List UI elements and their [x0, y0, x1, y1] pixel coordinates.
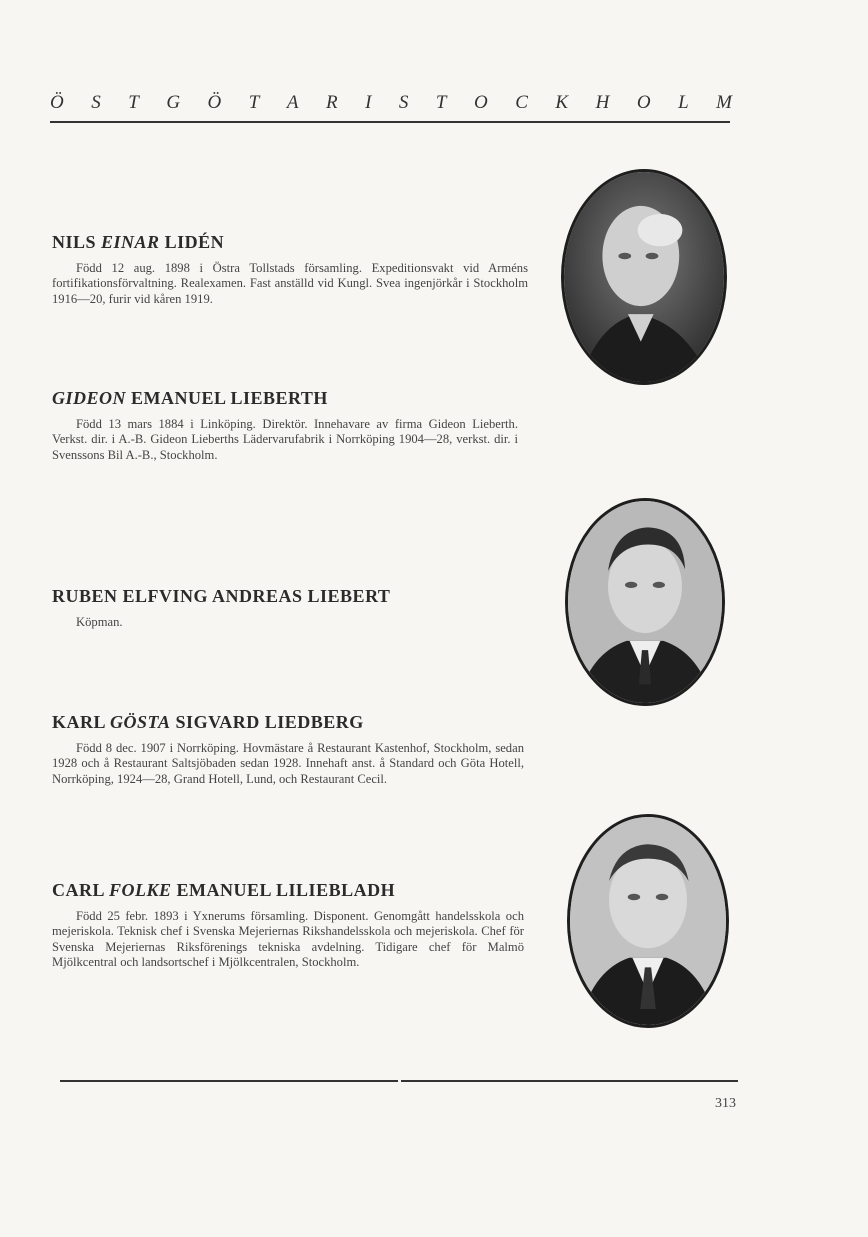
portrait-photo: [567, 814, 729, 1028]
running-head: [50, 92, 732, 114]
running-head-letter: C: [515, 92, 528, 113]
running-head-letter: R: [325, 92, 338, 113]
running-head-letter: O: [473, 92, 488, 113]
footer-rule: [60, 1080, 398, 1082]
running-head-letter: Ö: [207, 92, 222, 113]
entry-name: KARL GÖSTA SIGVARD LIEDBERG: [52, 712, 364, 732]
entry-folke-liliebladh: [52, 880, 524, 971]
running-head-letter: I: [365, 92, 372, 113]
running-head-letter: T: [248, 92, 260, 113]
running-head-letter: M: [716, 92, 732, 113]
entry-ruben-liebert: [52, 586, 518, 630]
page-number: 313: [715, 1096, 736, 1111]
entry-einar-liden: [52, 232, 528, 307]
entry-gosta-liedberg: [52, 712, 524, 787]
portrait-photo: [561, 169, 727, 385]
header-rule: [50, 121, 730, 123]
entry-bio: Född 13 mars 1884 i Linköping. Direktör. Innehavare av firma Gideon Lieberth. Verkst. dir. i A.-B. Gideon Lieberths Lädervarufabrik i Norrköping 1904—28, verkst. dir. i Svenssons Bil A.-B., Stockholm.: [52, 417, 518, 462]
entry-gideon-lieberth: [52, 388, 518, 463]
running-head-letter: T: [435, 92, 447, 113]
entry-name: NILS EINAR LIDÉN: [52, 232, 225, 252]
entry-name: RUBEN ELFVING ANDREAS LIEBERT: [52, 586, 391, 606]
running-head-letter: K: [555, 92, 569, 113]
running-head-letter: G: [166, 92, 181, 113]
running-head-letter: A: [286, 92, 299, 113]
portrait-photo: [565, 498, 725, 706]
running-head-letter: S: [398, 92, 409, 113]
footer-rule: [401, 1080, 738, 1082]
running-head-letter: T: [128, 92, 139, 113]
entry-bio: Köpman.: [76, 615, 123, 629]
running-head-letter: L: [678, 92, 689, 113]
entry-name: GIDEON EMANUEL LIEBERTH: [52, 388, 328, 408]
running-head-letter: Ö: [50, 92, 64, 113]
entry-name: CARL FOLKE EMANUEL LILIEBLADH: [52, 880, 396, 900]
entry-bio: Född 25 febr. 1893 i Yxnerums församling. Disponent. Genomgått handelsskola och mejeriskola. Teknisk chef i Svenska Mejeriernas Rikshandelsskola och mejeriskola. Chef för Svenska Mejeriernas Riksförenings tekniska avdelning. Tidigare chef för Malmö Mjölkcentral och landsortschef i Mjölkcentralen, Stockholm.: [52, 909, 524, 970]
entry-bio: Född 12 aug. 1898 i Östra Tollstads församling. Expeditionsvakt vid Arméns fortifikationsförvaltning. Realexamen. Fast anställd vid Kungl. Svea ingenjörkår i Stockholm 1916—20, furir vid kåren 1919.: [52, 261, 528, 306]
running-head-letter: S: [91, 92, 101, 113]
running-head-letter: O: [636, 92, 651, 113]
entry-bio: Född 8 dec. 1907 i Norrköping. Hovmästare å Restaurant Kastenhof, Stockholm, sedan 1928 och å Restaurant Saltsjöbaden sedan 1928. Innehaft anst. å Standard och Göta Hotell, Norrköping, 1924—28, Grand Hotell, Lund, och Restaurant Cecil.: [52, 741, 524, 786]
running-head-letter: H: [595, 92, 610, 113]
